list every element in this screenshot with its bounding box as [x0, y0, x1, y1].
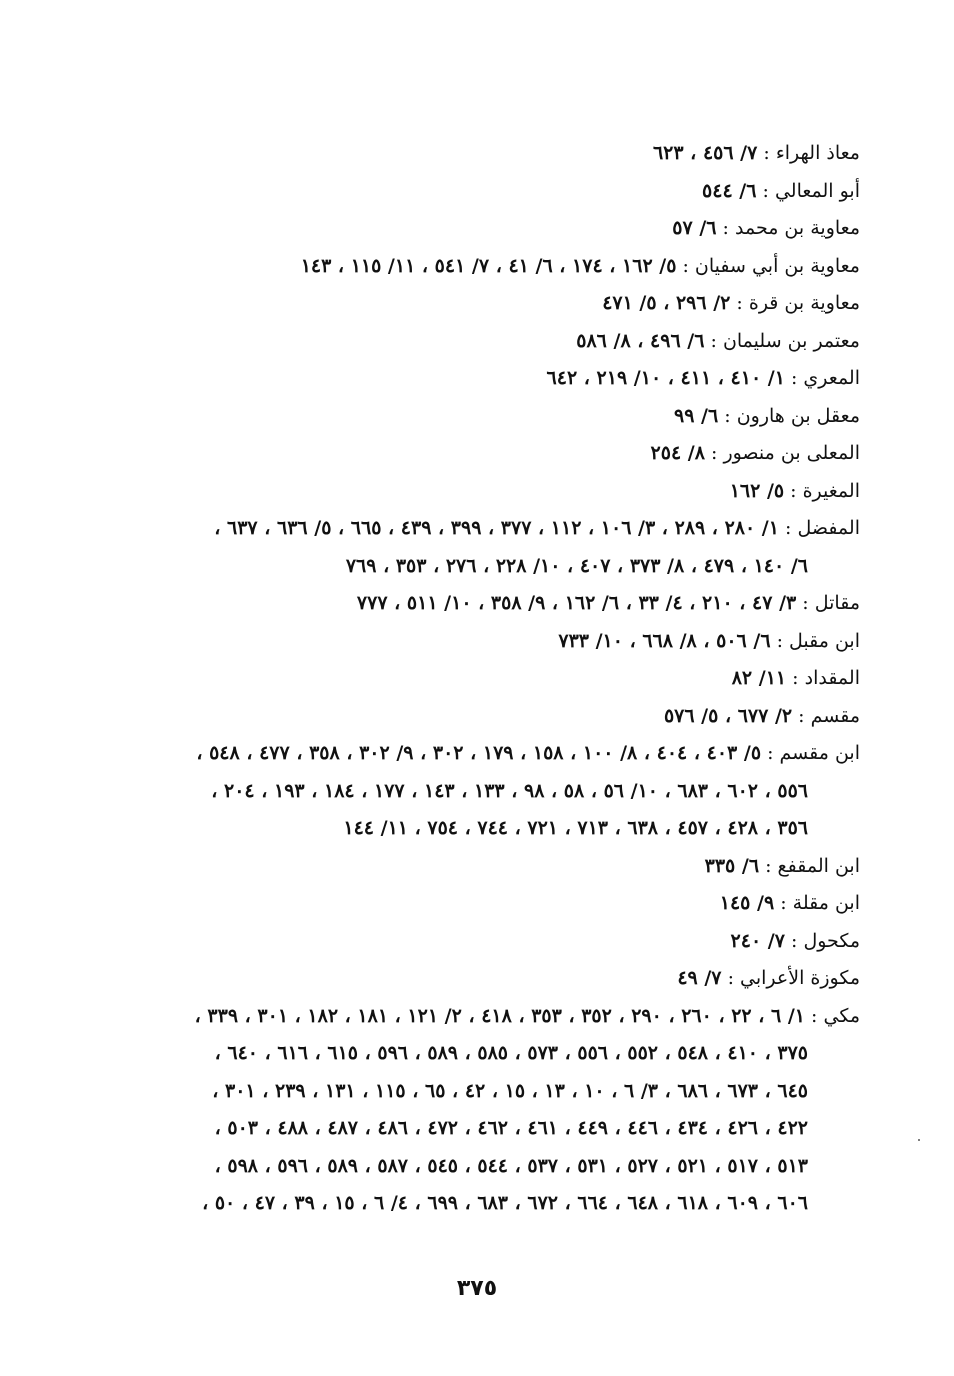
entry-first-line [100, 848, 860, 886]
entry-name: ابن مقسم : [767, 742, 860, 764]
entry-first-line [100, 698, 860, 736]
entry-first-line [100, 398, 860, 436]
entry-references: ٢/ ٢٩٦ ، ٥/ ٤٧١ [602, 292, 731, 314]
entry-name: ابن مقلة : [780, 892, 860, 914]
entry-name: المقداد : [792, 667, 860, 689]
page-number: ٣٧٥ [456, 1276, 498, 1301]
entry-name: مكحول : [791, 929, 860, 952]
entry-first-line [100, 248, 860, 286]
entry-continuation-line [100, 548, 860, 586]
entry-continuation-line [100, 1035, 860, 1073]
entry-first-line [100, 660, 860, 698]
entry-references: ٦/ ٩٩ [674, 404, 719, 427]
entry-continuation-line [100, 773, 860, 811]
name-index-list [100, 135, 860, 1223]
entry-continuation-line [100, 1185, 860, 1223]
index-entry [100, 660, 860, 698]
entry-name: ابن المقفع : [765, 854, 860, 877]
entry-references: ٧/ ٢٤٠ [730, 929, 785, 952]
entry-first-line [100, 173, 860, 211]
index-entry [100, 323, 860, 361]
entry-references: ١١/ ٨٢ [731, 667, 787, 689]
index-entry [100, 173, 860, 211]
entry-first-line [100, 473, 860, 511]
index-entry [100, 960, 860, 998]
index-entry [100, 735, 860, 848]
entry-first-line [100, 360, 860, 398]
index-entry [100, 473, 860, 511]
entry-references: ١/ ٢٨٠ ، ٢٨٩ ، ٣/ ١٠٦ ، ١١٢ ، ٣٧٧ ، ٣٩٩ ، ٤٣٩ ، ٦٦٥ ، ٥/ ٦٣٦ ، ٦٣٧ ، [214, 517, 779, 539]
entry-references: ٧/ ٤٥٦ ، ٦٢٣ [652, 142, 758, 164]
entry-name: معقل بن هارون : [724, 404, 860, 427]
entry-name: معاوية بن أبي سفيان : [682, 254, 860, 277]
entry-continuation-line [100, 810, 860, 848]
entry-first-line [100, 435, 860, 473]
index-entry [100, 848, 860, 886]
index-entry [100, 998, 860, 1223]
entry-references: ٨/ ٢٥٤ [650, 442, 705, 464]
index-entry [100, 623, 860, 661]
entry-name: مكوزة الأعرابي : [727, 967, 860, 989]
index-entry [100, 885, 860, 923]
entry-first-line [100, 210, 860, 248]
entry-name: معتمر بن سليمان : [710, 329, 860, 352]
entry-references: ٥/ ١٦٢ [729, 479, 785, 502]
entry-references: ٣/ ٤٧ ، ٢١٠ ، ٤/ ٣٣ ، ٦/ ١٦٢ ، ٩/ ٣٥٨ ، ١٠/ ٥١١ ، ٧٧٧ [356, 592, 797, 614]
entry-references: ٦٤٥ ، ٦٧٣ ، ٦٨٦ ، ٣/ ٦ ، ١٠ ، ١٣ ، ١٥ ، ٤٢ ، ٦٥ ، ١١٥ ، ١٣١ ، ٢٣٩ ، ٣٠١ ، [212, 1079, 808, 1102]
entry-first-line [100, 323, 860, 361]
index-entry [100, 923, 860, 961]
entry-first-line [100, 285, 860, 323]
entry-references: ٦/ ٤٩٦ ، ٨/ ٥٨٦ [576, 329, 705, 352]
entry-references: ٦/ ٥٧ [672, 217, 717, 239]
index-entry [100, 698, 860, 736]
entry-name: أبو المعالي : [762, 179, 860, 202]
entry-references: ٣٥٦ ، ٤٢٨ ، ٤٥٧ ، ٦٣٨ ، ٧١٣ ، ٧٢١ ، ٧٤٤ ، ٧٥٤ ، ١١/ ١٤٤ [343, 817, 808, 839]
index-entry [100, 510, 860, 585]
entry-name: معاوية بن محمد : [722, 217, 860, 239]
entry-references: ١/ ٤١٠ ، ٤١١ ، ١٠/ ٢١٩ ، ٦٤٢ [546, 367, 785, 389]
entry-first-line [100, 885, 860, 923]
entry-references: ٤٢٢ ، ٤٢٦ ، ٤٣٤ ، ٤٤٦ ، ٤٤٩ ، ٤٦١ ، ٤٦٢ ، ٤٧٢ ، ٤٨٦ ، ٤٨٧ ، ٤٨٨ ، ٥٠٣ ، [214, 1117, 808, 1139]
entry-references: ٦/ ١٤٠ ، ٤٧٩ ، ٨/ ٣٧٣ ، ٤٠٧ ، ١٠/ ٢٢٨ ، ٢٧٦ ، ٣٥٣ ، ٧٦٩ [345, 554, 808, 577]
entry-references: ٥/ ٤٠٣ ، ٤٠٤ ، ٨/ ١٠٠ ، ١٥٨ ، ١٧٩ ، ٣٠٢ ، ٩/ ٣٠٢ ، ٣٥٨ ، ٤٧٧ ، ٥٤٨ ، [196, 742, 762, 764]
scan-speck [918, 1139, 920, 1141]
entry-continuation-line [100, 1148, 860, 1186]
entry-first-line [100, 135, 860, 173]
entry-references: ٩/ ١٤٥ [719, 892, 775, 914]
index-entry [100, 360, 860, 398]
entry-continuation-line [100, 1110, 860, 1148]
entry-references: ٥١٣ ، ٥١٧ ، ٥٢١ ، ٥٢٧ ، ٥٣١ ، ٥٣٧ ، ٥٤٤ ، ٥٤٥ ، ٥٨٧ ، ٥٨٩ ، ٥٩٦ ، ٥٩٨ ، [214, 1154, 808, 1177]
entry-name: المغيرة : [790, 479, 860, 502]
entry-references: ٦/ ٣٣٥ [704, 854, 760, 877]
entry-references: ٥/ ١٦٢ ، ١٧٤ ، ٦/ ٤١ ، ٧/ ٥٤١ ، ١١/ ١١٥ ، ١٤٣ [300, 254, 677, 277]
entry-name: مقسم : [798, 704, 860, 727]
entry-name: معاوية بن قرة : [736, 292, 860, 314]
entry-first-line [100, 998, 860, 1036]
index-entry [100, 135, 860, 173]
entry-name: مكي : [811, 1004, 860, 1027]
entry-name: المعري : [790, 367, 860, 389]
entry-first-line [100, 735, 860, 773]
entry-references: ٦٠٦ ، ٦٠٩ ، ٦١٨ ، ٦٤٨ ، ٦٦٤ ، ٦٧٢ ، ٦٨٣ ، ٦٩٩ ، ٤/ ٦ ، ١٥ ، ٣٩ ، ٤٧ ، ٥٠ ، [202, 1192, 808, 1214]
entry-name: مقاتل : [802, 592, 860, 614]
entry-references: ٣٧٥ ، ٤١٠ ، ٥٤٨ ، ٥٥٢ ، ٥٥٦ ، ٥٧٣ ، ٥٨٥ ، ٥٨٩ ، ٥٩٦ ، ٦١٥ ، ٦١٦ ، ٦٤٠ ، [214, 1042, 808, 1064]
entry-first-line [100, 510, 860, 548]
entry-name: ابن مقبل : [776, 629, 860, 652]
entry-references: ٧/ ٤٩ [677, 967, 722, 989]
index-entry [100, 210, 860, 248]
entry-references: ٥٥٦ ، ٦٠٢ ، ٦٨٣ ، ١٠/ ٥٦ ، ٥٨ ، ٩٨ ، ١٣٣ ، ١٤٣ ، ١٧٧ ، ١٨٤ ، ١٩٣ ، ٢٠٤ ، [211, 779, 808, 802]
entry-first-line [100, 960, 860, 998]
entry-first-line [100, 923, 860, 961]
entry-first-line [100, 585, 860, 623]
entry-references: ٢/ ٦٧٧ ، ٥/ ٥٧٦ [663, 704, 793, 727]
entry-name: المفضل : [785, 517, 860, 539]
index-entry [100, 585, 860, 623]
entry-references: ٦/ ٥٠٦ ، ٨/ ٦٦٨ ، ١٠/ ٧٣٣ [558, 629, 771, 652]
entry-name: المعلى بن منصور : [711, 442, 860, 464]
index-entry [100, 435, 860, 473]
entry-first-line [100, 623, 860, 661]
index-entry [100, 398, 860, 436]
entry-references: ٦/ ٥٤٤ [702, 179, 757, 202]
entry-continuation-line [100, 1073, 860, 1111]
entry-name: معاذ الهراء : [763, 142, 860, 164]
index-entry [100, 285, 860, 323]
entry-references: ١/ ٦ ، ٢٢ ، ٢٦٠ ، ٢٩٠ ، ٣٥٢ ، ٣٥٣ ، ٤١٨ ، ٢/ ١٢١ ، ١٨١ ، ١٨٢ ، ٣٠١ ، ٣٣٩ ، [194, 1004, 805, 1027]
index-entry [100, 248, 860, 286]
